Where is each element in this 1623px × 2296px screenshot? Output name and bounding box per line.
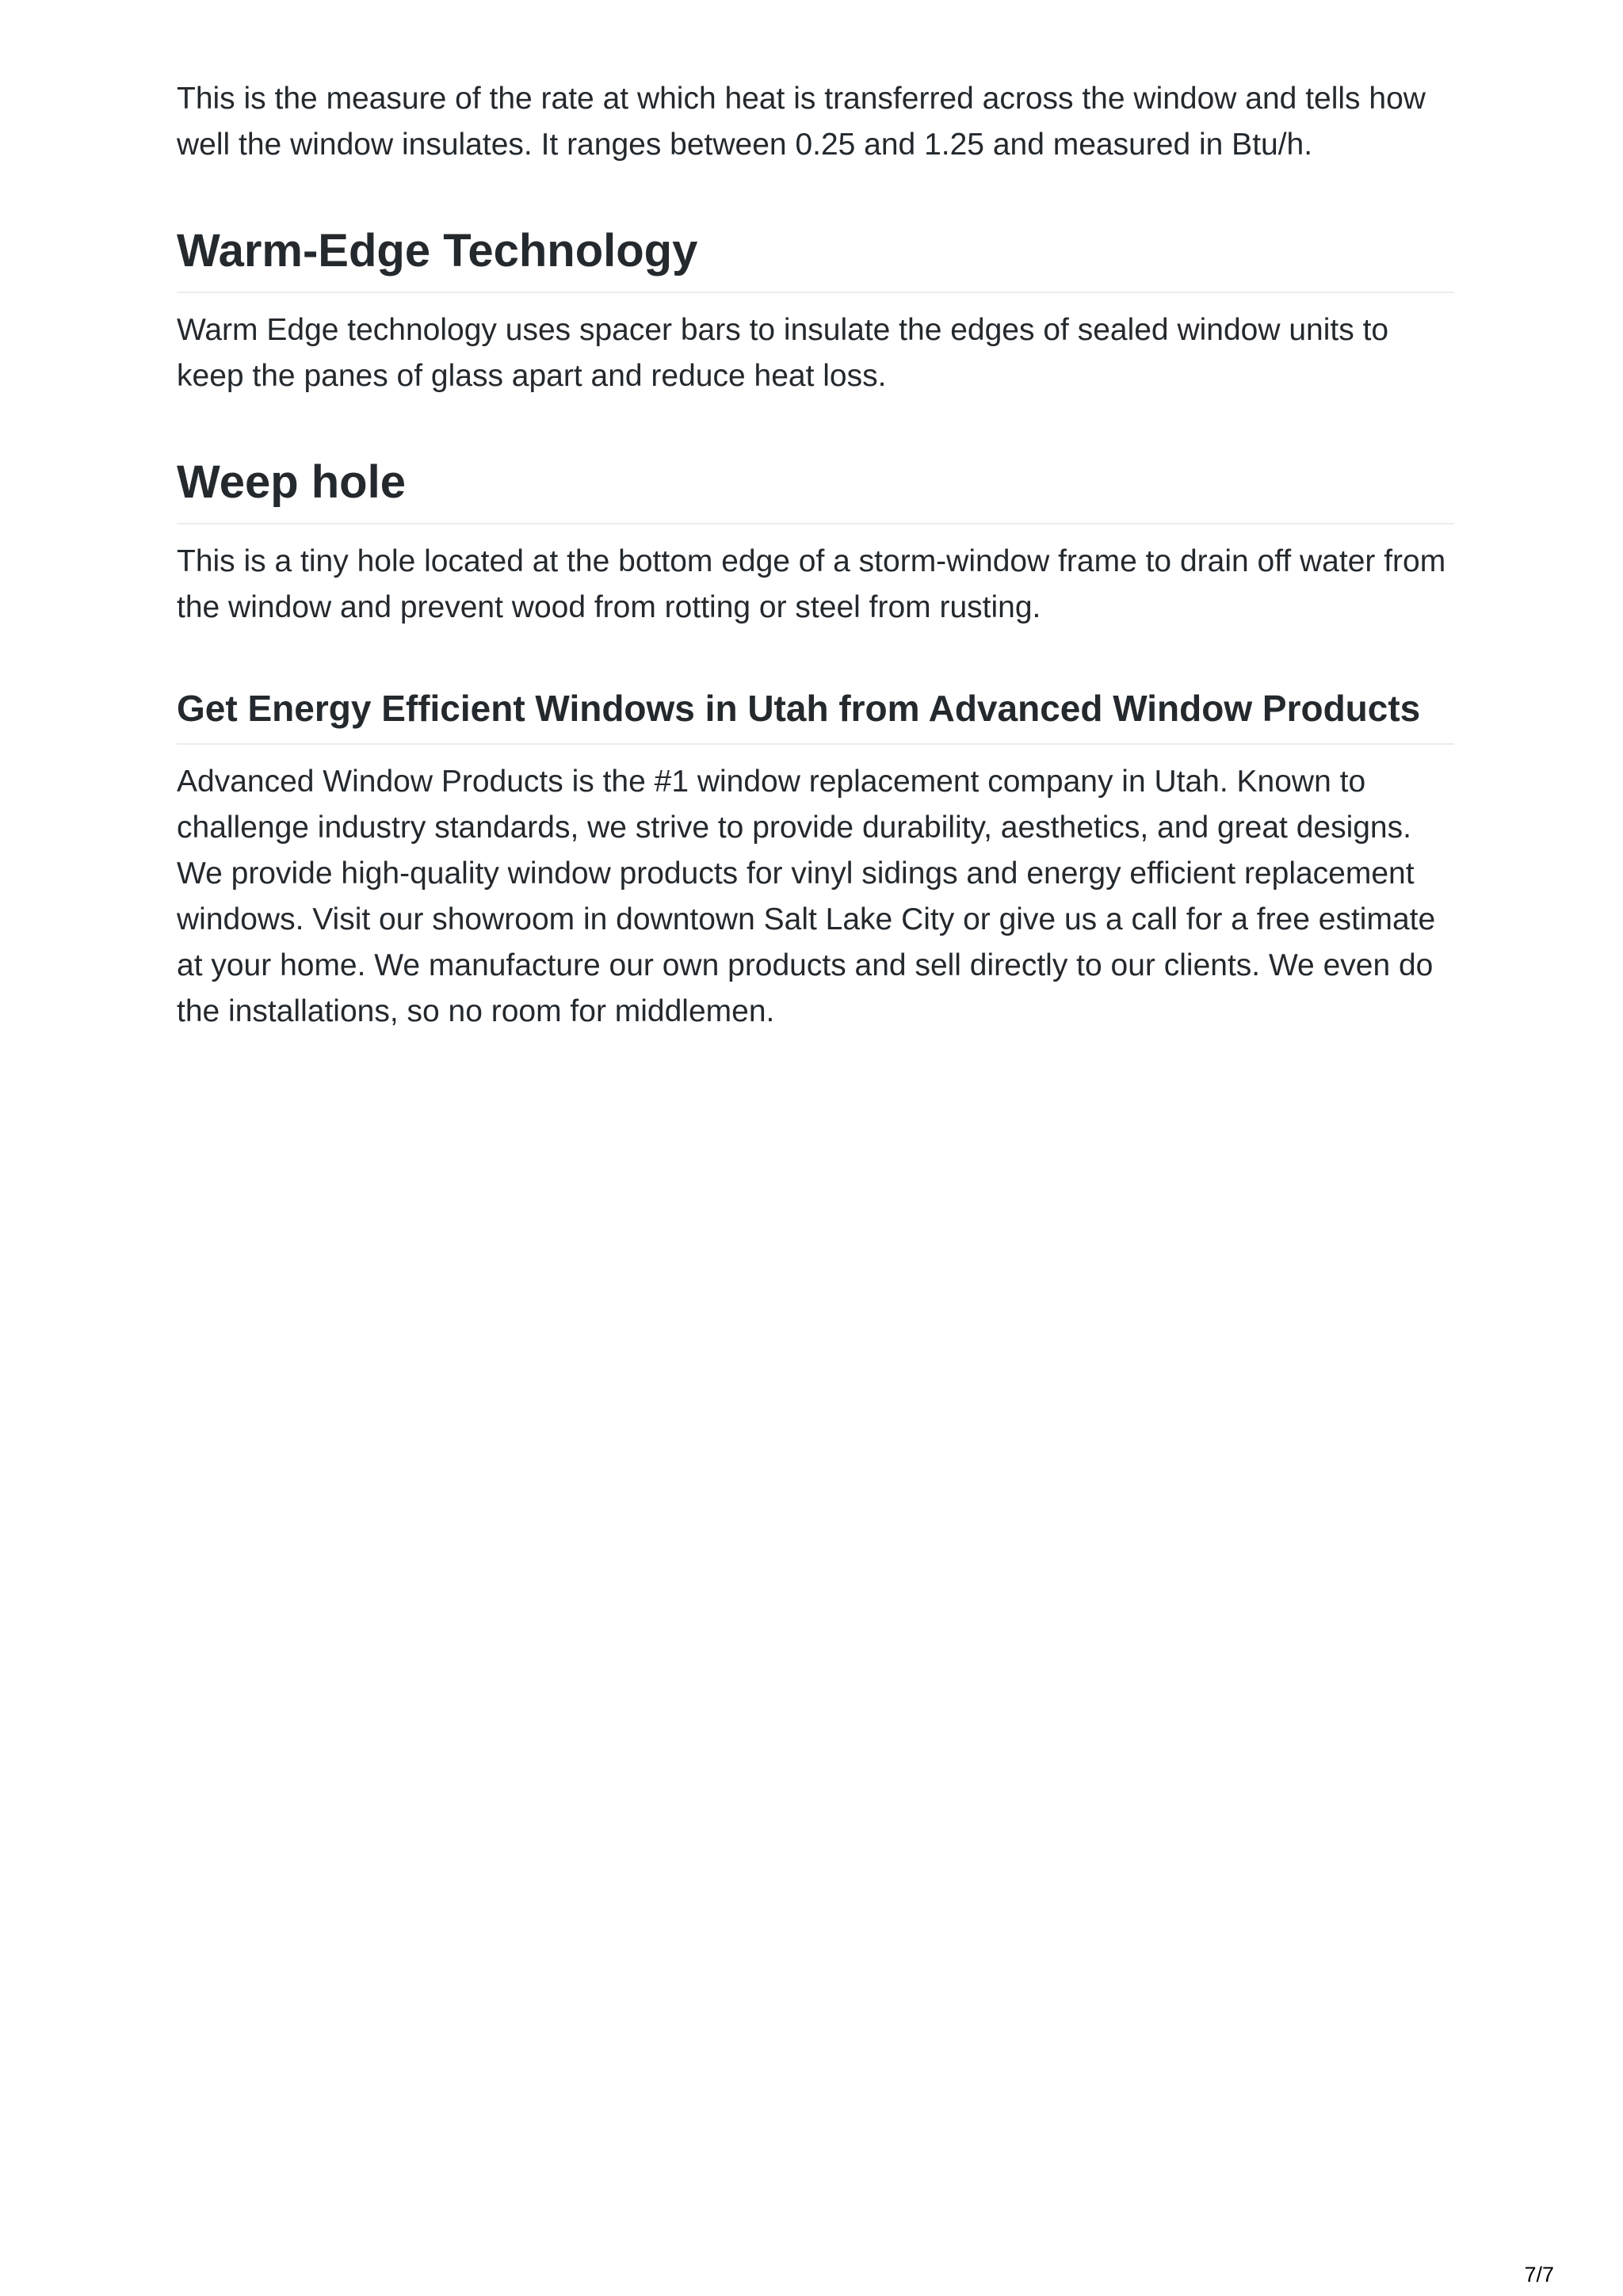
warm-edge-paragraph: Warm Edge technology uses spacer bars to insulate the edges of sealed window units to keep the panes of glass apart and reduce heat loss. — [177, 313, 1389, 393]
document-body — [177, 76, 1454, 1035]
weep-hole-paragraph: This is a tiny hole located at the bottom edge of a storm-window frame to drain off water from the window and prevent wood from rotting or steel from rusting. — [177, 544, 1446, 624]
warm-edge-heading: Warm-Edge Technology — [177, 223, 1454, 293]
intro-paragraph: This is the measure of the rate at which heat is transferred across the window and tells how well the window insulates. It ranges between 0.25 and 1.25 and measured in Btu/h. — [177, 82, 1426, 162]
get-windows-paragraph: Advanced Window Products is the #1 window replacement company in Utah. Known to challenge industry standards, we strive to provide durability, aesthetics, and great designs. We provide high-quality window products for vinyl sidings and energy efficient replacement windows. Visit our showroom in downtown Salt Lake City or give us a call for a free estimate at your home. We manufacture our own products and sell directly to our clients. We even do the installations, so no room for middlemen. — [177, 765, 1436, 1028]
get-windows-heading: Get Energy Efficient Windows in Utah from Advanced Window Products — [177, 686, 1454, 745]
page-number: 7/7 — [1524, 2263, 1554, 2286]
weep-hole-heading: Weep hole — [177, 455, 1454, 524]
